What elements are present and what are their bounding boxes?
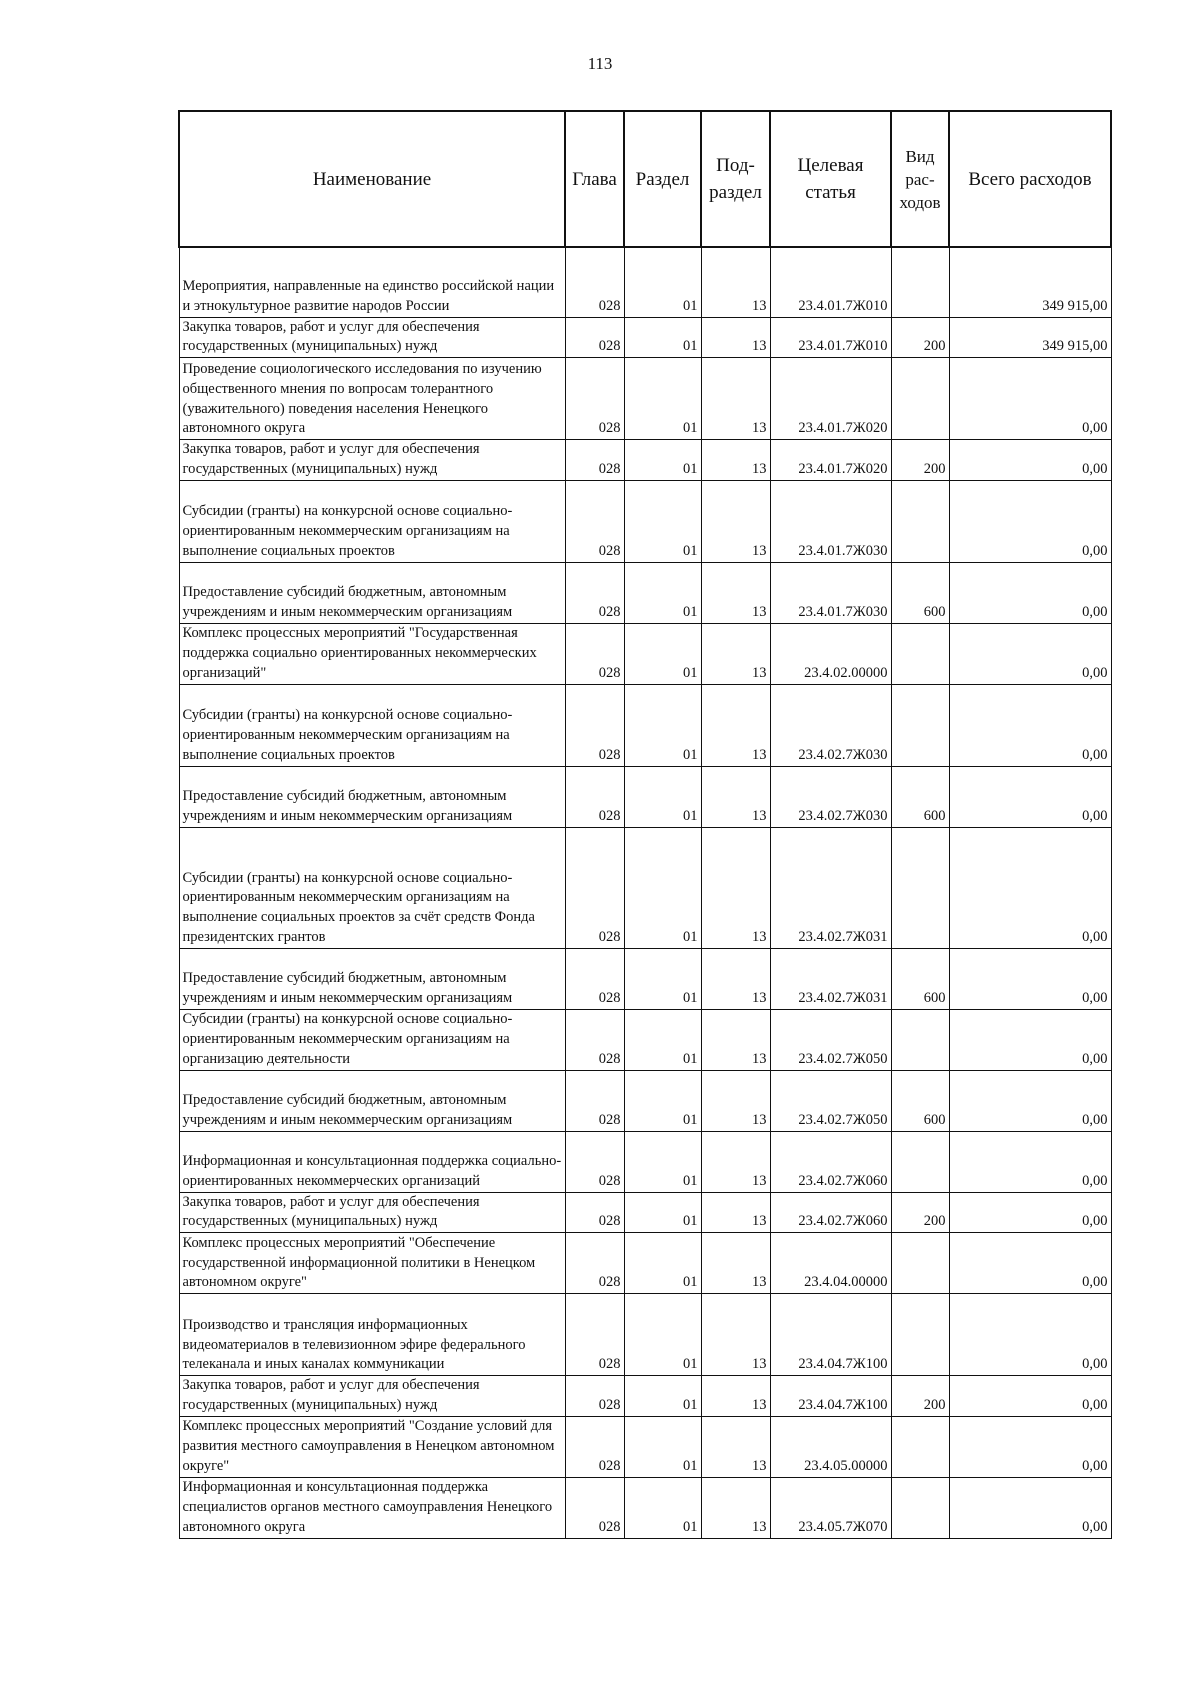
row-name: Субсидии (гранты) на конкурсной основе социально-ориентированным некоммерческим организациям на выполнение социальных проектов: [179, 684, 565, 766]
row-target-article: 23.4.01.7Ж020: [770, 358, 891, 440]
row-section: 01: [624, 1477, 701, 1538]
row-chapter: 028: [565, 1376, 624, 1417]
table-row: [179, 1009, 1111, 1070]
row-section: 01: [624, 766, 701, 827]
col-header-target-line2: статья: [805, 182, 856, 203]
row-section: 01: [624, 684, 701, 766]
row-target-article: 23.4.04.7Ж100: [770, 1294, 891, 1376]
row-subsection: 13: [701, 1477, 770, 1538]
row-total: 0,00: [949, 1416, 1111, 1477]
row-name: Субсидии (гранты) на конкурсной основе социально-ориентированным некоммерческим организациям на организацию деятельности: [179, 1009, 565, 1070]
row-subsection: 13: [701, 317, 770, 358]
table-row: [179, 1376, 1111, 1417]
row-name: Комплекс процессных мероприятий "Государственная поддержка социально ориентированных некоммерческих организаций": [179, 623, 565, 684]
col-header-type: [891, 111, 949, 247]
row-total: 0,00: [949, 684, 1111, 766]
row-total: 0,00: [949, 766, 1111, 827]
row-total: 349 915,00: [949, 317, 1111, 358]
row-chapter: 028: [565, 1192, 624, 1233]
row-subsection: 13: [701, 1009, 770, 1070]
row-chapter: 028: [565, 358, 624, 440]
row-subsection: 13: [701, 1376, 770, 1417]
row-chapter: 028: [565, 623, 624, 684]
row-chapter: 028: [565, 1416, 624, 1477]
row-chapter: 028: [565, 1070, 624, 1131]
table-row: [179, 1233, 1111, 1294]
row-section: 01: [624, 562, 701, 623]
row-name: Комплекс процессных мероприятий "Создание условий для развития местного самоуправления в Ненецком автономном округе": [179, 1416, 565, 1477]
row-section: 01: [624, 1009, 701, 1070]
row-subsection: 13: [701, 766, 770, 827]
row-total: 0,00: [949, 827, 1111, 948]
row-subsection: 13: [701, 358, 770, 440]
table-row: [179, 440, 1111, 481]
row-name: Мероприятия, направленные на единство российской нации и этнокультурное развитие народов России: [179, 247, 565, 317]
row-subsection: 13: [701, 684, 770, 766]
row-expense-type: 200: [891, 317, 949, 358]
table-row: [179, 623, 1111, 684]
row-total: 0,00: [949, 480, 1111, 562]
row-name: Закупка товаров, работ и услуг для обеспечения государственных (муниципальных) нужд: [179, 1376, 565, 1417]
row-chapter: 028: [565, 766, 624, 827]
row-expense-type: 600: [891, 1070, 949, 1131]
row-chapter: 028: [565, 1131, 624, 1192]
row-target-article: 23.4.01.7Ж020: [770, 440, 891, 481]
table-row: [179, 684, 1111, 766]
budget-table: [178, 110, 1112, 1539]
row-subsection: 13: [701, 827, 770, 948]
row-section: 01: [624, 1131, 701, 1192]
row-section: 01: [624, 247, 701, 317]
row-target-article: 23.4.02.7Ж031: [770, 827, 891, 948]
row-expense-type: [891, 358, 949, 440]
row-section: 01: [624, 1416, 701, 1477]
table-header: [179, 111, 1111, 247]
row-section: 01: [624, 623, 701, 684]
row-target-article: 23.4.01.7Ж010: [770, 247, 891, 317]
row-target-article: 23.4.01.7Ж030: [770, 480, 891, 562]
row-expense-type: 600: [891, 948, 949, 1009]
row-expense-type: 200: [891, 440, 949, 481]
row-target-article: 23.4.02.7Ж050: [770, 1009, 891, 1070]
table-row: [179, 358, 1111, 440]
table-row: [179, 1192, 1111, 1233]
row-section: 01: [624, 358, 701, 440]
table-row: [179, 1416, 1111, 1477]
row-name: Предоставление субсидий бюджетным, автономным учреждениям и иным некоммерческим организациям: [179, 948, 565, 1009]
table-row: [179, 766, 1111, 827]
row-target-article: 23.4.01.7Ж030: [770, 562, 891, 623]
table-row: [179, 948, 1111, 1009]
col-header-target-line1: Целевая: [797, 155, 864, 176]
col-header-type-line2: рас-: [905, 169, 935, 189]
row-name: Закупка товаров, работ и услуг для обеспечения государственных (муниципальных) нужд: [179, 440, 565, 481]
row-target-article: 23.4.02.7Ж050: [770, 1070, 891, 1131]
row-section: 01: [624, 480, 701, 562]
row-target-article: 23.4.02.7Ж060: [770, 1131, 891, 1192]
row-total: 0,00: [949, 1131, 1111, 1192]
row-name: Предоставление субсидий бюджетным, автономным учреждениям и иным некоммерческим организациям: [179, 766, 565, 827]
table-row: [179, 1294, 1111, 1376]
row-total: 0,00: [949, 1477, 1111, 1538]
row-expense-type: 600: [891, 562, 949, 623]
row-target-article: 23.4.01.7Ж010: [770, 317, 891, 358]
row-name: Предоставление субсидий бюджетным, автономным учреждениям и иным некоммерческим организациям: [179, 1070, 565, 1131]
row-expense-type: 200: [891, 1376, 949, 1417]
row-target-article: 23.4.02.00000: [770, 623, 891, 684]
row-chapter: 028: [565, 562, 624, 623]
row-section: 01: [624, 1233, 701, 1294]
row-target-article: 23.4.02.7Ж030: [770, 766, 891, 827]
row-name: Субсидии (гранты) на конкурсной основе социально-ориентированным некоммерческим организациям на выполнение социальных проектов: [179, 480, 565, 562]
row-total: 349 915,00: [949, 247, 1111, 317]
row-subsection: 13: [701, 948, 770, 1009]
row-subsection: 13: [701, 1416, 770, 1477]
row-section: 01: [624, 1192, 701, 1233]
row-chapter: 028: [565, 827, 624, 948]
row-chapter: 028: [565, 247, 624, 317]
col-header-subsection: [701, 111, 770, 247]
row-section: 01: [624, 948, 701, 1009]
row-total: 0,00: [949, 948, 1111, 1009]
row-subsection: 13: [701, 1131, 770, 1192]
col-header-chapter: Глава: [565, 111, 624, 247]
row-chapter: 028: [565, 1009, 624, 1070]
col-header-type-line1: Вид: [905, 146, 935, 166]
col-header-subsection-line1: Под-: [716, 155, 755, 176]
row-subsection: 13: [701, 623, 770, 684]
row-total: 0,00: [949, 1294, 1111, 1376]
row-target-article: 23.4.05.7Ж070: [770, 1477, 891, 1538]
col-header-section: Раздел: [624, 111, 701, 247]
row-chapter: 028: [565, 1477, 624, 1538]
row-total: 0,00: [949, 1070, 1111, 1131]
row-subsection: 13: [701, 1294, 770, 1376]
col-header-type-line3: ходов: [899, 192, 941, 212]
table-row: [179, 247, 1111, 317]
row-section: 01: [624, 1070, 701, 1131]
col-header-name: Наименование: [179, 111, 565, 247]
row-chapter: 028: [565, 948, 624, 1009]
row-chapter: 028: [565, 684, 624, 766]
row-total: 0,00: [949, 358, 1111, 440]
row-name: Закупка товаров, работ и услуг для обеспечения государственных (муниципальных) нужд: [179, 317, 565, 358]
row-chapter: 028: [565, 440, 624, 481]
row-name: Субсидии (гранты) на конкурсной основе социально-ориентированным некоммерческим организациям на выполнение социальных проектов за счёт средств Фонда президентских грантов: [179, 827, 565, 948]
table-row: [179, 317, 1111, 358]
row-expense-type: 200: [891, 1192, 949, 1233]
row-chapter: 028: [565, 480, 624, 562]
row-total: 0,00: [949, 1233, 1111, 1294]
row-chapter: 028: [565, 317, 624, 358]
row-name: Комплекс процессных мероприятий "Обеспечение государственной информационной политики в Ненецком автономном округе": [179, 1233, 565, 1294]
row-expense-type: [891, 480, 949, 562]
table-row: [179, 1070, 1111, 1131]
col-header-total: Всего расходов: [949, 111, 1111, 247]
row-name: Информационная и консультационная поддержка специалистов органов местного самоуправления Ненецкого автономного округа: [179, 1477, 565, 1538]
row-subsection: 13: [701, 1192, 770, 1233]
row-target-article: 23.4.02.7Ж031: [770, 948, 891, 1009]
row-expense-type: [891, 1009, 949, 1070]
row-total: 0,00: [949, 1376, 1111, 1417]
row-expense-type: [891, 623, 949, 684]
row-expense-type: [891, 684, 949, 766]
row-section: 01: [624, 1294, 701, 1376]
row-name: Закупка товаров, работ и услуг для обеспечения государственных (муниципальных) нужд: [179, 1192, 565, 1233]
table-row: [179, 827, 1111, 948]
row-expense-type: [891, 1131, 949, 1192]
row-expense-type: [891, 1416, 949, 1477]
row-section: 01: [624, 440, 701, 481]
table-row: [179, 1131, 1111, 1192]
col-header-subsection-line2: раздел: [709, 182, 762, 203]
table-row: [179, 562, 1111, 623]
row-subsection: 13: [701, 1070, 770, 1131]
row-total: 0,00: [949, 440, 1111, 481]
table-row: [179, 1477, 1111, 1538]
row-section: 01: [624, 1376, 701, 1417]
row-total: 0,00: [949, 1009, 1111, 1070]
row-expense-type: [891, 827, 949, 948]
row-section: 01: [624, 317, 701, 358]
row-total: 0,00: [949, 562, 1111, 623]
row-expense-type: [891, 1477, 949, 1538]
row-name: Производство и трансляция информационных видеоматериалов в телевизионном эфире федерального телеканала и иных каналах коммуникации: [179, 1294, 565, 1376]
row-target-article: 23.4.02.7Ж060: [770, 1192, 891, 1233]
row-target-article: 23.4.04.7Ж100: [770, 1376, 891, 1417]
row-subsection: 13: [701, 247, 770, 317]
row-subsection: 13: [701, 440, 770, 481]
row-target-article: 23.4.04.00000: [770, 1233, 891, 1294]
row-name: Проведение социологического исследования по изучению общественного мнения по вопросам толерантного (уважительного) поведения населения Ненецкого автономного округа: [179, 358, 565, 440]
row-expense-type: [891, 1294, 949, 1376]
row-name: Предоставление субсидий бюджетным, автономным учреждениям и иным некоммерческим организациям: [179, 562, 565, 623]
row-section: 01: [624, 827, 701, 948]
row-name: Информационная и консультационная поддержка социально-ориентированных некоммерческих организаций: [179, 1131, 565, 1192]
row-chapter: 028: [565, 1294, 624, 1376]
row-total: 0,00: [949, 623, 1111, 684]
row-target-article: 23.4.05.00000: [770, 1416, 891, 1477]
table-body: [179, 247, 1111, 1538]
page-number: 113: [587, 54, 613, 73]
row-subsection: 13: [701, 562, 770, 623]
row-expense-type: 600: [891, 766, 949, 827]
row-expense-type: [891, 1233, 949, 1294]
row-expense-type: [891, 247, 949, 317]
table-row: [179, 480, 1111, 562]
row-total: 0,00: [949, 1192, 1111, 1233]
row-subsection: 13: [701, 1233, 770, 1294]
row-target-article: 23.4.02.7Ж030: [770, 684, 891, 766]
col-header-target: [770, 111, 891, 247]
row-subsection: 13: [701, 480, 770, 562]
row-chapter: 028: [565, 1233, 624, 1294]
